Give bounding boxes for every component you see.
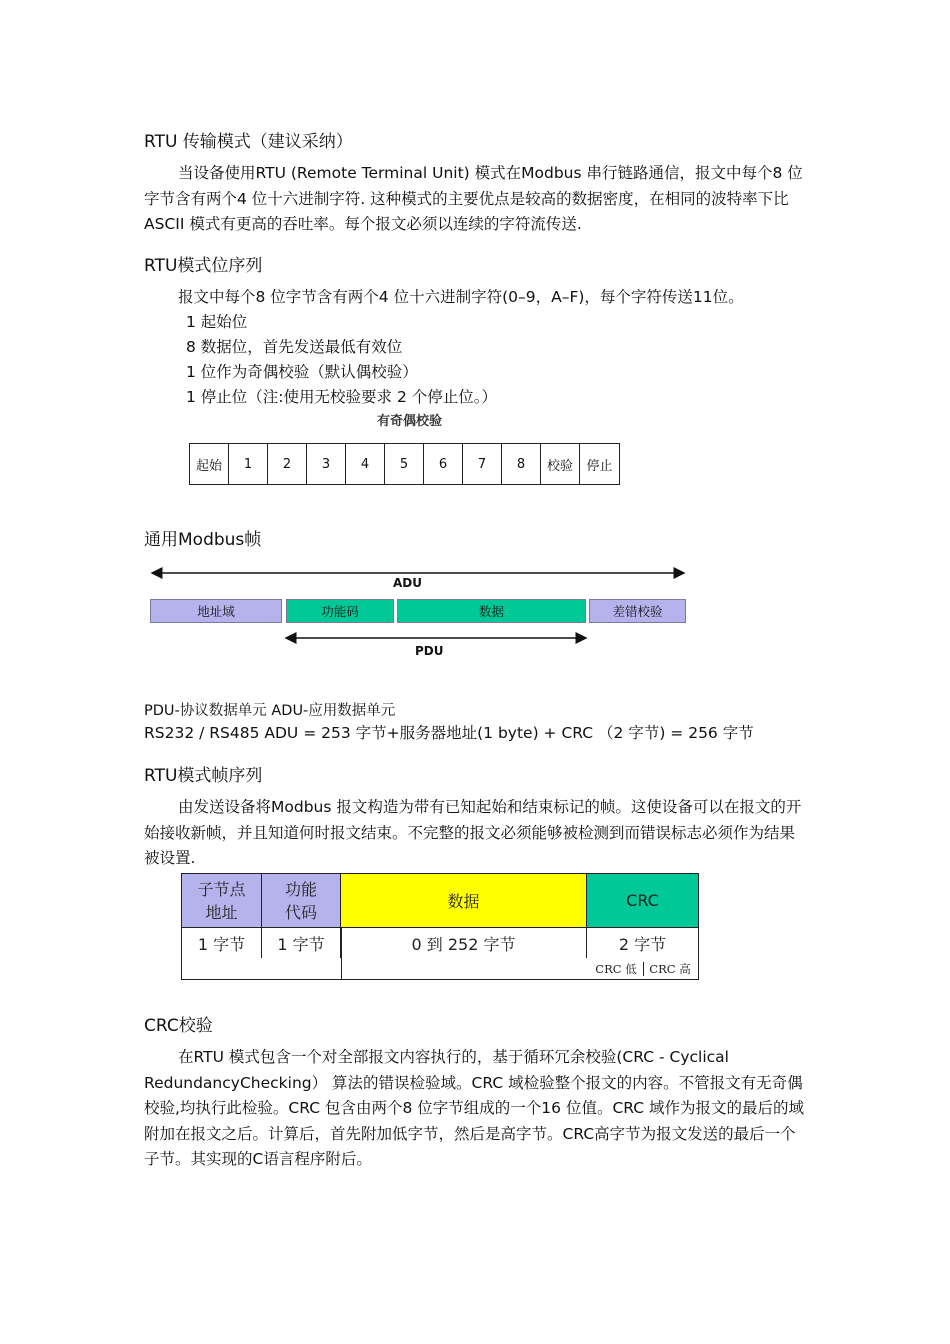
- adu-label: ADU: [393, 576, 422, 590]
- bit-sequence-intro: 报文中每个8 位字节含有两个4 位十六进制字符(0–9，A–F)，每个字符传送11位。: [178, 288, 744, 306]
- rtu-header-data: 数据: [341, 874, 587, 928]
- rtu-header-crc: CRC: [587, 874, 698, 928]
- bit-cell: 7: [463, 444, 502, 484]
- bit-cell: 停止: [586, 458, 613, 474]
- adu-size-formula: RS232 / RS485 ADU = 253 字节+服务器地址(1 byte) + CRC （2 字节) = 256 字节: [144, 724, 754, 742]
- heading-rtu-frame: RTU模式帧序列: [144, 766, 263, 786]
- bit-item-stop: 1 停止位（注:使用无校验要求 2 个停止位。）: [186, 388, 497, 406]
- bit-cell: 6: [424, 444, 463, 484]
- paragraph-rtu-mode: 当设备使用RTU (Remote Terminal Unit) 模式在Modbus 串行链路通信，报文中每个8 位字节含有两个4 位十六进制字符. 这种模式的主要优点是较高的数据密度，在相同的波特率下比ASCII 模式有更高的吞吐率。每个报文必须以连续的字符流传送.: [144, 164, 803, 233]
- rtu-frame-table: [181, 873, 699, 980]
- bit-cell: 3: [307, 444, 346, 484]
- heading-bit-sequence: RTU模式位序列: [144, 256, 263, 276]
- paragraph-rtu-frame: 由发送设备将Modbus 报文构造为带有已知起始和结束标记的帧。这使设备可以在报文的开始接收新帧，并且知道何时报文结束。不完整的报文必须能够被检测到而错误标志必须作为结果被设置.: [144, 798, 802, 867]
- rtu-crc-divider: [643, 962, 644, 976]
- pdu-label: PDU: [415, 644, 444, 658]
- rtu-value-data: 0 到 252 字节: [341, 928, 587, 958]
- frame-function-code: 功能码: [286, 599, 394, 623]
- rtu-value-address: 1 字节: [182, 928, 262, 958]
- heading-modbus-frame: 通用Modbus帧: [144, 530, 262, 550]
- bit-cell: 2: [268, 444, 307, 484]
- heading-rtu-mode: RTU 传输模式（建议采纳）: [144, 132, 353, 152]
- rtu-crc-high: CRC 高: [649, 961, 691, 976]
- bit-item-start: 1 起始位: [186, 313, 248, 331]
- bit-table: [189, 443, 620, 485]
- frame-data-field: 数据: [397, 599, 586, 623]
- rtu-crc-low: CRC 低: [595, 961, 637, 976]
- rtu-value-crc: 2 字节: [618, 934, 667, 954]
- rtu-header-address: 子节点 地址: [182, 874, 262, 928]
- bit-cell: 4: [346, 444, 385, 484]
- rtu-value-function: 1 字节: [262, 928, 341, 958]
- rtu-header-function: 功能 代码: [262, 874, 341, 928]
- bit-cell: 1: [229, 444, 268, 484]
- bit-cell: 起始: [190, 444, 229, 484]
- bit-cell: 8: [502, 444, 541, 484]
- pdu-adu-note: PDU-协议数据单元 ADU-应用数据单元: [144, 703, 396, 719]
- bit-cell: 校验: [541, 444, 580, 484]
- bit-cell: 5: [385, 444, 424, 484]
- bit-table-caption: 有奇偶校验: [377, 414, 443, 429]
- rtu-divider: [341, 928, 342, 979]
- frame-address-field: 地址域: [150, 599, 282, 623]
- frame-error-check: 差错校验: [589, 599, 686, 623]
- paragraph-crc: 在RTU 模式包含一个对全部报文内容执行的，基于循环冗余校验(CRC - Cyclical RedundancyChecking） 算法的错误检验域。CRC 域检验整个报文的内容。不管报文有无奇偶校验,均执行此检验。CRC 包含由两个8 位字节组成的一个16 位值。CRC 域作为报文的最后的域附加在报文之后。计算后，首先附加低字节，然后是高字节。CRC高字节为报文发送的最后一个子节。其实现的C语言程序附后。: [144, 1048, 805, 1168]
- heading-crc: CRC校验: [144, 1016, 213, 1036]
- bit-item-parity: 1 位作为奇偶校验（默认偶校验）: [186, 363, 418, 381]
- bit-item-data: 8 数据位，首先发送最低有效位: [186, 338, 403, 356]
